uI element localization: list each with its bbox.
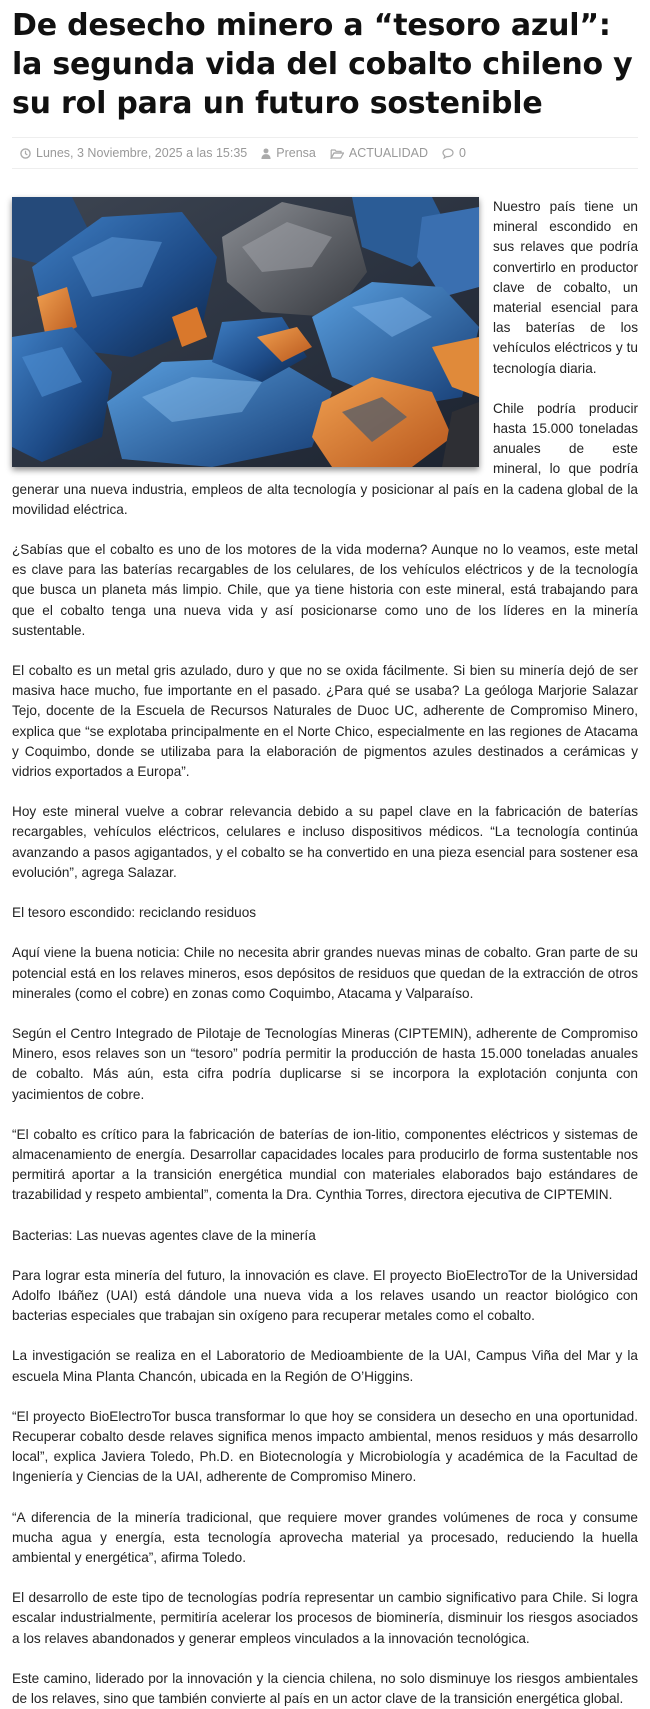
paragraph: Chile podría producir hasta 15.000 toneladas anuales de este mineral, lo que podría generar una nueva industria, empleos de alta tecnología y posicionar al país en la cadena global de la movilidad eléctrica. (12, 400, 638, 517)
paragraph: “El proyecto BioElectroTor busca transformar lo que hoy se considera un desecho en una oportunidad. Recuperar cobalto desde relaves significa menos impacto ambiental, menos residuos y más desarrollo local”, explica Javiera Toledo, Ph.D. en Biotecnología y Microbiología y académica de la Facultad de Ingeniería y Ciencias de la UAI, adherente de Compromiso Minero. (12, 1408, 638, 1485)
paragraph: Para lograr esta minería del futuro, la innovación es clave. El proyecto BioElectroTor de la Universidad Adolfo Ibáñez (UAI) está dándole una nueva vida a los relaves usando un reactor biológico con bacterias especiales que trabajan sin oxígeno para recuperar metales como el cobalto. (12, 1267, 638, 1324)
article-title: De desecho minero a “tesoro azul”: la segunda vida del cobalto chileno y su rol para un futuro sostenible (12, 8, 633, 121)
meta-author-text[interactable]: Prensa (276, 146, 316, 160)
user-icon (261, 148, 271, 159)
folder-open-icon (330, 148, 344, 159)
section-subheading: El tesoro escondido: reciclando residuos (12, 905, 257, 921)
paragraph: Según el Centro Integrado de Pilotaje de Tecnologías Mineras (CIPTEMIN), adherente de Compromiso Minero, esos relaves son un “tesoro” podría permitir la producción de hasta 15.000 toneladas anuales de cobalto. Más aún, esta cifra podría duplicarse si se incorpora la explotación conjunta con yacimientos de cobre. (12, 1025, 638, 1102)
meta-author[interactable] (261, 146, 316, 160)
paragraph: “El cobalto es crítico para la fabricación de baterías de ion-litio, componentes eléctricos y sistemas de almacenamiento de energía. Desarrollar capacidades locales para producirlo de forma sustentable nos permitirá aportar a la transición energética mundial con materiales elaborados bajo estándares de trazabilidad y respeto ambiental”, comenta la Dra. Cynthia Torres, directora ejecutiva de CIPTEMIN. (12, 1126, 638, 1203)
meta-date (20, 146, 247, 160)
paragraph: Nuestro país tiene un mineral escondido en sus relaves que podría convertirlo en productor clave de cobalto, un material esencial para las baterías de los vehículos eléctricos y tu tecnología diaria. (493, 199, 638, 376)
meta-date-text: Lunes, 3 Noviembre, 2025 a las 15:35 (36, 146, 248, 160)
paragraph: Este camino, liderado por la innovación y la ciencia chilena, no solo disminuye los riesgos ambientales de los relaves, sino que también convierte al país en un actor clave de la transición energética global. (12, 1670, 638, 1706)
meta-comments-count[interactable]: 0 (459, 146, 466, 160)
cobalt-rocks-image (12, 197, 479, 467)
meta-category-text[interactable]: ACTUALIDAD (348, 146, 429, 160)
comment-icon (442, 148, 454, 159)
paragraph: El desarrollo de este tipo de tecnologías podría representar un cambio significativo para Chile. Si logra escalar industrialmente, permitiría acelerar los procesos de biominería, disminuir los riesgos asociados a los relaves abandonados y generar empleos vinculados a la innovación tecnológica. (12, 1590, 638, 1646)
article-body (12, 197, 638, 1709)
paragraph: Hoy este mineral vuelve a cobrar relevancia debido a su papel clave en la fabricación de baterías recargables, vehículos eléctricos, celulares e incluso dispositivos médicos. “La tecnología continúa avanzando a pasos agigantados, y el cobalto se ha convertido en una pieza esencial para sostener esa evolución”, agrega Salazar. (12, 804, 638, 880)
paragraph: La investigación se realiza en el Laboratorio de Medioambiente de la UAI, Campus Viña del Mar y la escuela Mina Planta Chancón, ubicada en la Región de O’Higgins. (12, 1348, 638, 1384)
paragraph: Aquí viene la buena noticia: Chile no necesita abrir grandes nuevas minas de cobalto. Gran parte de su potencial está en los relaves mineros, esos depósitos de residuos que quedan de la extracción de otros minerales (como el cobre) en zonas como Coquimbo, Atacama y Valparaíso. (12, 945, 638, 1001)
section-subheading: Bacterias: Las nuevas agentes clave de la minería (12, 1227, 316, 1243)
article-image (12, 197, 479, 467)
meta-comments[interactable] (442, 146, 466, 160)
article-meta (12, 137, 638, 169)
paragraph: “A diferencia de la minería tradicional, que requiere mover grandes volúmenes de roca y consume mucha agua y energía, esta tecnología aprovecha material ya procesado, reduciendo la huella ambiental y energética”, afirma Toledo. (12, 1509, 638, 1565)
paragraph: El cobalto es un metal gris azulado, duro y que no se oxida fácilmente. Si bien su minería dejó de ser masiva hace mucho, fue importante en el pasado. ¿Para qué se usaba? La geóloga Marjorie Salazar Tejo, docente de la Escuela de Recursos Naturales de Duoc UC, adherente de Compromiso Minero, explica que “se explotaba principalmente en el Norte Chico, especialmente en las regiones de Atacama y Coquimbo, donde se utilizaba para la elaboración de pigmentos azules destinados a cerámicas y vidrios exportados a Europa”. (12, 663, 638, 780)
paragraph: ¿Sabías que el cobalto es uno de los motores de la vida moderna? Aunque no lo veamos, este metal es clave para las baterías recargables de los celulares, de los vehículos eléctricos y de la tecnología que busca un planeta más limpio. Chile, que ya tiene historia con este mineral, está trabajando para que el cobalto tenga una nueva vida y así posicionarse como uno de los líderes en la minería sustentable. (12, 542, 638, 638)
clock-icon (20, 148, 31, 159)
article-container (0, 6, 650, 1709)
meta-category[interactable] (330, 146, 428, 160)
